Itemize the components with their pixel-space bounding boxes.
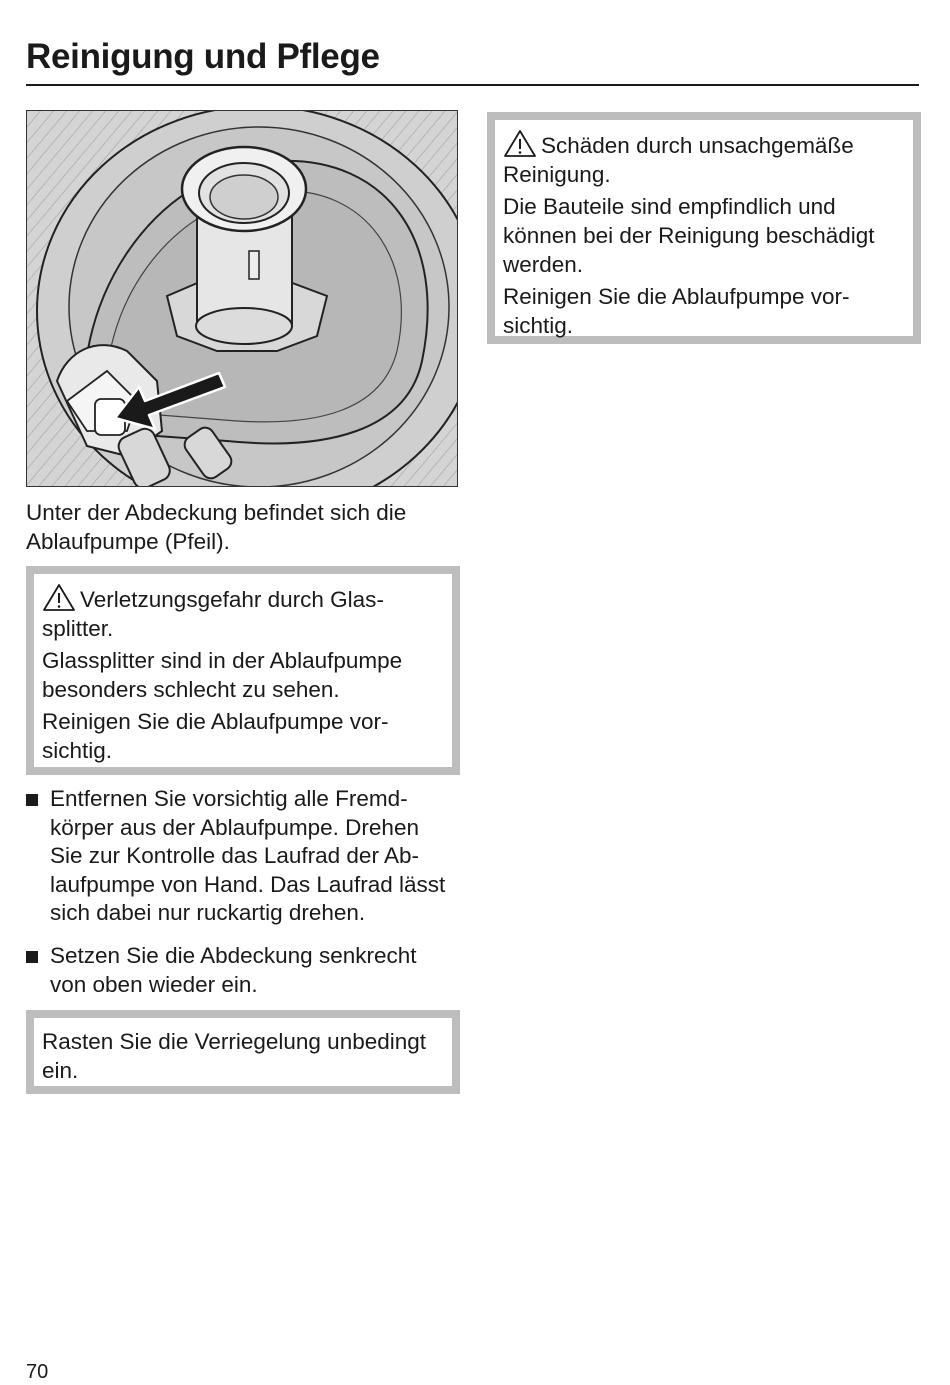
warning-heading xyxy=(42,583,444,643)
warning-body: Glassplitter sind in der Ablaufpumpe besonders schlecht zu sehen. xyxy=(42,648,403,702)
note-text: Rasten Sie die Verriegelung unbedingt ein. xyxy=(42,1029,427,1083)
warning-heading-text: Verletzungsgefahr durch Glassplitter. xyxy=(42,587,384,641)
warning-triangle-icon xyxy=(42,583,76,612)
figure-caption: Unter der Abdeckung befindet sich die Ablaufpumpe (Pfeil). xyxy=(26,500,407,554)
warning-instruction: Reinigen Sie die Ablaufpumpe vorsichtig. xyxy=(503,284,850,338)
step-text: Setzen Sie die Abdeckung senkrecht von oben wieder ein. xyxy=(50,942,417,997)
warning-triangle-icon xyxy=(503,129,537,158)
step-text: Entfernen Sie vorsichtig alle Fremdkörper aus der Ablaufpumpe. Drehen Sie zur Kontrolle das Laufrad der Ablaufpumpe von Hand. Das Laufrad lässt sich dabei nur ruckartig drehen. xyxy=(50,786,446,926)
note-box-locking xyxy=(26,1010,460,1094)
bullet-square-icon xyxy=(26,794,38,806)
warning-heading-text: Schäden durch unsachgemäße Reinigung. xyxy=(503,133,854,187)
page-number: 70 xyxy=(26,1361,49,1383)
list-item xyxy=(26,942,456,999)
warning-heading xyxy=(503,129,905,189)
bullet-square-icon xyxy=(26,951,38,963)
page-title: Reinigung und Pflege xyxy=(26,37,380,76)
warning-instruction: Reinigen Sie die Ablaufpumpe vorsichtig. xyxy=(42,709,389,763)
warning-body: Die Bauteile sind empfindlich und können bei der Reinigung beschädigt werden. xyxy=(503,194,875,277)
step-list xyxy=(26,785,456,1013)
drain-pump-illustration xyxy=(26,110,458,487)
list-item xyxy=(26,785,456,928)
warning-box-improper-cleaning xyxy=(487,112,921,344)
warning-box-glass-splinters xyxy=(26,566,460,775)
title-divider xyxy=(26,84,919,86)
